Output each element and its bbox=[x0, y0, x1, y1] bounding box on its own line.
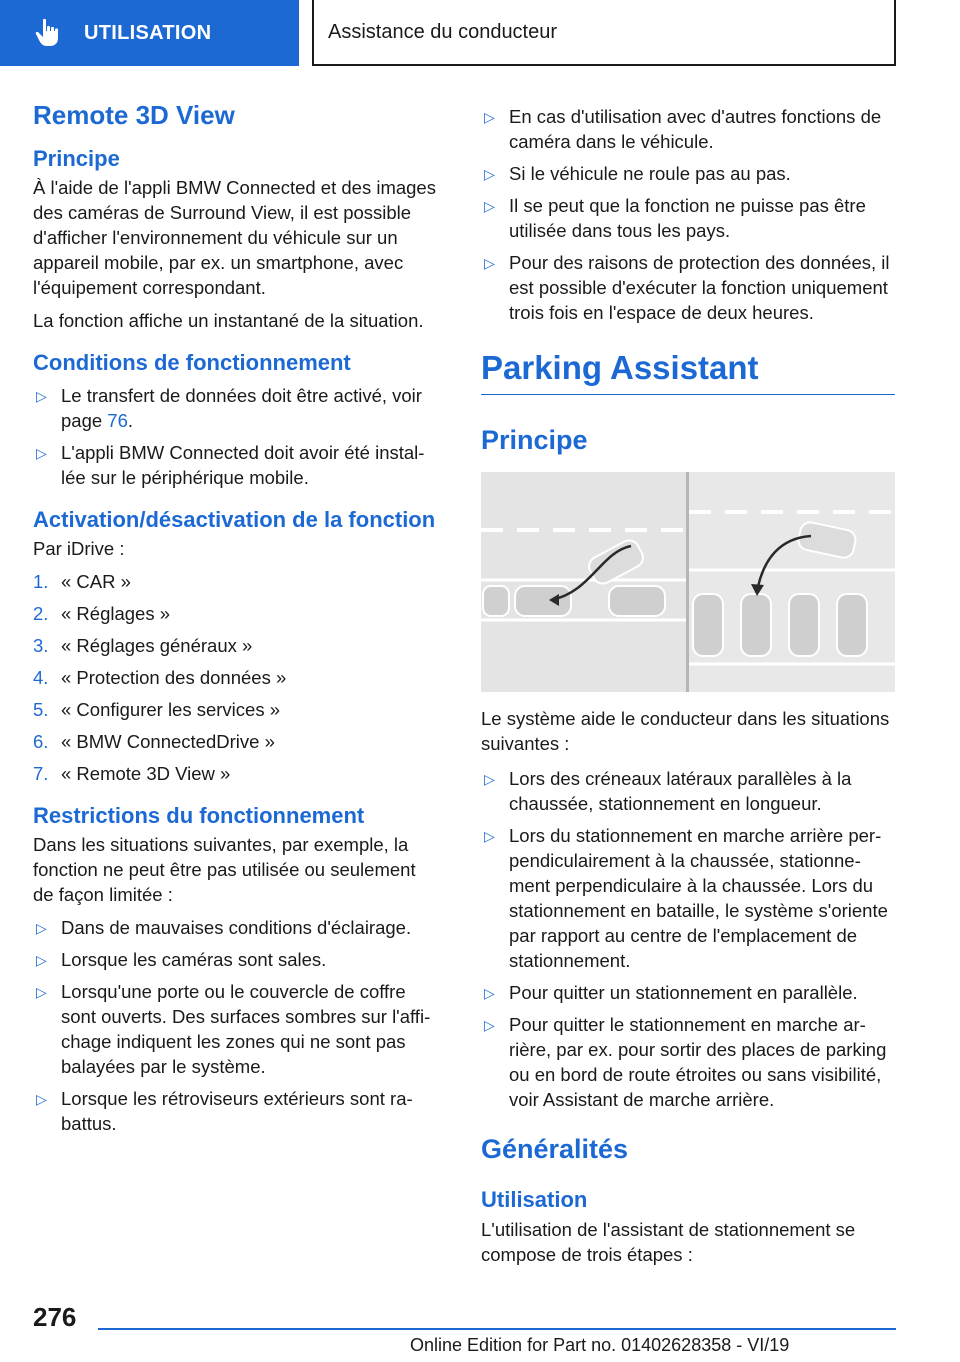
breadcrumb bbox=[312, 0, 896, 66]
triangle-bullet-icon: ▷ bbox=[484, 255, 495, 271]
triangle-bullet-icon: ▷ bbox=[484, 985, 495, 1001]
list-item: ▷ Dans de mauvaises conditions d'éclairage. bbox=[33, 915, 441, 940]
heading-utilisation: Utilisation bbox=[481, 1187, 588, 1212]
list-item: 3. « Réglages généraux » bbox=[33, 635, 253, 656]
chapter-tab[interactable] bbox=[0, 0, 299, 66]
triangle-bullet-icon: ▷ bbox=[484, 1017, 495, 1033]
triangle-bullet-icon: ▷ bbox=[484, 109, 495, 125]
triangle-bullet-icon: ▷ bbox=[36, 920, 47, 936]
list-item: ▷ Pour quitter un stationnement en parallèle. bbox=[481, 980, 895, 1005]
triangle-bullet-icon: ▷ bbox=[484, 828, 495, 844]
edition-text: Online Edition for Part no. 01402628358 - VI/19 bbox=[410, 1335, 790, 1355]
heading-principe: Principe bbox=[33, 146, 120, 171]
heading-restrictions: Restrictions du fonctionnement bbox=[33, 803, 365, 828]
principe-paragraph-1: À l'aide de l'appli BMW Connected et des images des caméras de Surround View, il est possible d'afficher l'environnement du véhicule sur un appareil mobile, par ex. un smartphone, avec l'équipement correspondant. bbox=[33, 177, 436, 298]
list-item: ▷ Le transfert de données doit être activé, voir page 76. bbox=[36, 385, 422, 431]
section-title-remote-3d-view: Remote 3D View bbox=[33, 100, 235, 130]
list-item: ▷ En cas d'utilisation avec d'autres fonctions de caméra dans le véhicule. bbox=[484, 106, 882, 152]
right-column bbox=[481, 104, 895, 1275]
parking-intro: Le système aide le conducteur dans les situations suivantes : bbox=[481, 708, 890, 754]
parking-situations-list bbox=[481, 766, 895, 1112]
list-item: 4. « Protection des données » bbox=[33, 667, 287, 688]
left-column bbox=[33, 100, 441, 1143]
section-title-parking-assistant: Parking Assistant bbox=[481, 349, 895, 395]
hand-pointer-icon bbox=[28, 13, 68, 53]
triangle-bullet-icon: ▷ bbox=[484, 166, 495, 182]
list-item: ▷ L'appli BMW Connected doit avoir été installée sur le périphérique mobile. bbox=[36, 442, 425, 488]
list-item: ▷ Si le véhicule ne roule pas au pas. bbox=[481, 161, 895, 186]
conditions-list bbox=[33, 383, 441, 490]
principe-paragraph-2: La fonction affiche un instantané de la situation. bbox=[33, 310, 424, 331]
list-item: ▷ Lorsqu'une porte ou le couvercle de coffre sont ouverts. Des surfaces sombres sur l'affichage indiquent les zones qui ne sont pas balayées par le système. bbox=[36, 981, 431, 1077]
activation-steps bbox=[33, 569, 441, 786]
list-item: ▷ Pour quitter le stationnement en marche arrière, par ex. pour sortir des places de parking ou en bord de route étroites ou sans visibilité, voir Assistant de marche arrière. bbox=[484, 1014, 887, 1110]
heading-generalites: Généralités bbox=[481, 1134, 629, 1164]
list-item: 5. « Configurer les services » bbox=[33, 699, 281, 720]
list-item: ▷ Il se peut que la fonction ne puisse pas être utilisée dans tous les pays. bbox=[484, 195, 866, 241]
triangle-bullet-icon: ▷ bbox=[36, 445, 47, 461]
activation-intro: Par iDrive : bbox=[33, 538, 125, 559]
triangle-bullet-icon: ▷ bbox=[36, 1091, 47, 1107]
restrictions-list bbox=[33, 915, 441, 1136]
breadcrumb-label: Assistance du conducteur bbox=[328, 20, 558, 43]
list-item: 6. « BMW ConnectedDrive » bbox=[33, 731, 275, 752]
heading-activation: Activation/désactivation de la fonction bbox=[33, 507, 436, 532]
parking-illustration bbox=[481, 472, 895, 692]
list-item: ▷ Lorsque les rétroviseurs extérieurs sont rabattus. bbox=[36, 1088, 413, 1134]
triangle-bullet-icon: ▷ bbox=[36, 952, 47, 968]
list-item: 7. « Remote 3D View » bbox=[33, 763, 231, 784]
utilisation-text: L'utilisation de l'assistant de stationnement se compose de trois étapes : bbox=[481, 1219, 856, 1265]
triangle-bullet-icon: ▷ bbox=[484, 771, 495, 787]
list-item: ▷ Lors des créneaux latéraux parallèles à la chaussée, stationnement en longueur. bbox=[484, 768, 852, 814]
triangle-bullet-icon: ▷ bbox=[36, 388, 47, 404]
restrictions-list-continued bbox=[481, 104, 895, 325]
list-item: ▷ Pour des raisons de protection des données, il est possible d'exécuter la fonction uniquement trois fois en l'espace de deux heures. bbox=[484, 252, 890, 323]
list-item: ▷ Lors du stationnement en marche arrière perpendiculairement à la chaussée, stationnement perpendiculaire à la chaussée. Lors du stationnement en bataille, le système s'oriente par rapport au centre de l'emplacement de stationnement. bbox=[484, 825, 888, 971]
page-number: 276 bbox=[33, 1302, 77, 1332]
list-item: ▷ Lorsque les caméras sont sales. bbox=[33, 947, 441, 972]
triangle-bullet-icon: ▷ bbox=[36, 984, 47, 1000]
chapter-tab-label: UTILISATION bbox=[84, 21, 212, 44]
footer-divider bbox=[98, 1328, 896, 1330]
page-link[interactable]: 76 bbox=[107, 410, 128, 431]
heading-conditions: Conditions de fonctionnement bbox=[33, 350, 351, 375]
restrictions-intro: Dans les situations suivantes, par exemple, la fonction ne peut être pas utilisée ou seulement de façon limitée : bbox=[33, 834, 416, 905]
heading-principe-parking: Principe bbox=[481, 425, 588, 455]
list-item: 1. « CAR » bbox=[33, 571, 131, 592]
list-item: 2. « Réglages » bbox=[33, 603, 171, 624]
triangle-bullet-icon: ▷ bbox=[484, 198, 495, 214]
